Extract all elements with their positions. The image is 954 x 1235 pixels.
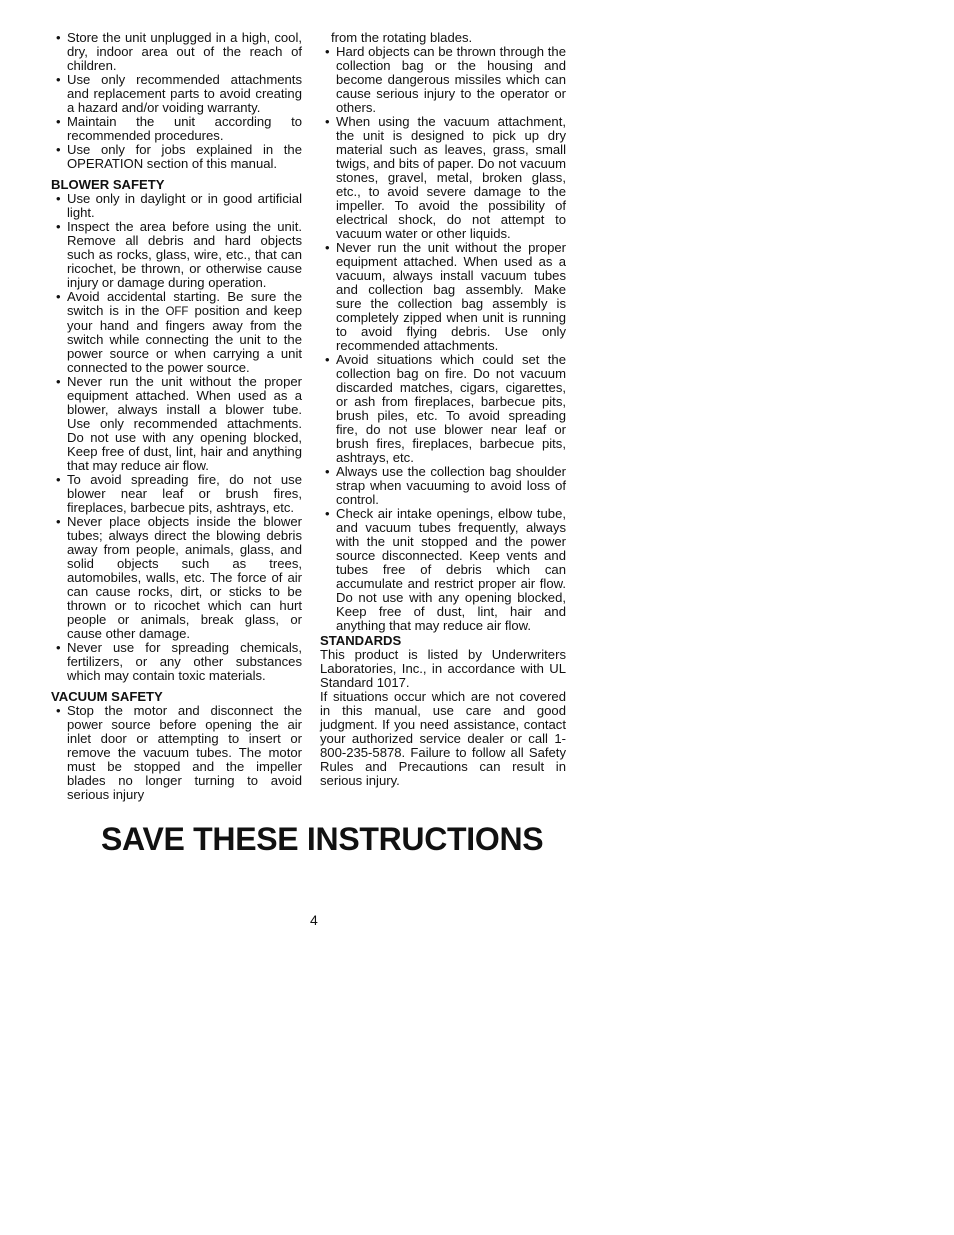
- list-item: • Inspect the area before using the unit. Remove all debris and hard objects such as rocks, glass, wire, etc., that can ricochet, be thrown, or otherwise cause injury or damage during operation.: [51, 220, 302, 290]
- list-item: • Never run the unit without the proper equipment attached. When used as a blower, always install a blower tube. Use only recommended attachments. Do not use with any opening blocked, Keep free of dust, lint, hair and anything that may reduce air flow.: [51, 375, 302, 473]
- list-item-text: position and keep your hand and fingers away from the switch while connecting the unit to the power source or when carrying a unit connected to the power source.: [67, 303, 302, 375]
- list-item: • Store the unit unplugged in a high, cool, dry, indoor area out of the reach of children.: [51, 31, 302, 73]
- list-item: • When using the vacuum attachment, the unit is designed to pick up dry material such as leaves, grass, small twigs, and bits of paper. Do not vacuum stones, gravel, metal, broken glass, etc., to avoid severe damage to the impeller. To avoid the possibility of electrical shock, do not attempt to vacuum water or other liquids.: [320, 115, 566, 241]
- list-item: • Never place objects inside the blower tubes; always direct the blowing debris away from people, animals, glass, and solid objects such as trees, automobiles, walls, etc. The force of air can cause rocks, dirt, or sticks to be thrown or to ricochet which can hurt people or animals, break glass, or cause other damage.: [51, 515, 302, 641]
- vacuum-safety-heading: VACUUM SAFETY: [51, 689, 163, 704]
- left-column: [51, 31, 302, 802]
- closing-safety-text: If situations occur which are not covered in this manual, use care and good judgment. If you need assistance, contact your authorized service dealer or call 1-800-235-5878. Failure to follow all Safety Rules and Precautions can result in serious injury.: [320, 689, 566, 788]
- vacuum-safety-list-continued: [320, 45, 566, 633]
- list-item: • Always use the collection bag shoulder strap when vacuuming to avoid loss of control.: [320, 465, 566, 507]
- general-safety-list: [51, 31, 302, 171]
- list-item-text: section of this manual.: [143, 156, 278, 171]
- list-item: • Maintain the unit according to recommended procedures.: [51, 115, 302, 143]
- off-position-term: OFF: [165, 306, 189, 318]
- blower-safety-heading: BLOWER SAFETY: [51, 177, 165, 192]
- right-column: [320, 31, 566, 788]
- vacuum-safety-list: [51, 704, 302, 802]
- continued-text: from the rotating blades.: [331, 30, 473, 45]
- list-item-text: Use only for jobs explained in the: [67, 142, 302, 157]
- standards-heading: STANDARDS: [320, 633, 402, 648]
- list-item: [51, 143, 302, 171]
- list-item: • Hard objects can be thrown through the collection bag or the housing and become dangerous missiles which can cause serious injury to the operator or others.: [320, 45, 566, 115]
- list-item: • Never use for spreading chemicals, fertilizers, or any other substances which may contain toxic materials.: [51, 641, 302, 683]
- save-instructions-title: SAVE THESE INSTRUCTIONS: [101, 821, 544, 857]
- operation-section-term: OPERATION: [67, 156, 144, 171]
- list-item: • Use only in daylight or in good artificial light.: [51, 192, 302, 220]
- list-item: • Stop the motor and disconnect the power source before opening the air inlet door or attempting to insert or remove the vacuum tubes. The motor must be stopped and the impeller blades no longer turning to avoid serious injury: [51, 704, 302, 802]
- page-number: 4: [310, 912, 318, 928]
- list-item: • To avoid spreading fire, do not use blower near leaf or brush fires, fireplaces, barbecue pits, ashtrays, etc.: [51, 473, 302, 515]
- list-item: • Avoid situations which could set the collection bag on fire. Do not vacuum discarded matches, cigars, cigarettes, or ash from fireplaces, barbecue pits, brush piles, etc. To avoid spreading fire, do not use blower near leaf or brush fires, fireplaces, barbecue pits, ashtrays, etc.: [320, 353, 566, 465]
- list-item: [51, 290, 302, 375]
- list-item: • Use only recommended attachments and replacement parts to avoid creating a hazard and/or voiding warranty.: [51, 73, 302, 115]
- standards-listing-text: This product is listed by Underwriters Laboratories, Inc., in accordance with UL Standard 1017.: [320, 647, 566, 690]
- blower-safety-list: [51, 192, 302, 683]
- list-item: • Check air intake openings, elbow tube, and vacuum tubes frequently, always with the unit stopped and the power source disconnected. Keep vents and tubes free of debris which can accumulate and restrict proper air flow. Do not use with any opening blocked, Keep free of dust, lint, hair and anything that may reduce air flow.: [320, 507, 566, 633]
- list-item-text: Avoid accidental starting. Be sure the switch is in the: [67, 289, 302, 318]
- list-item: • Never run the unit without the proper equipment attached. When used as a vacuum, always install vacuum tubes and collection bag assembly. Make sure the collection bag assembly is completely zipped when unit is running to avoid flying debris. Use only recommended attachments.: [320, 241, 566, 353]
